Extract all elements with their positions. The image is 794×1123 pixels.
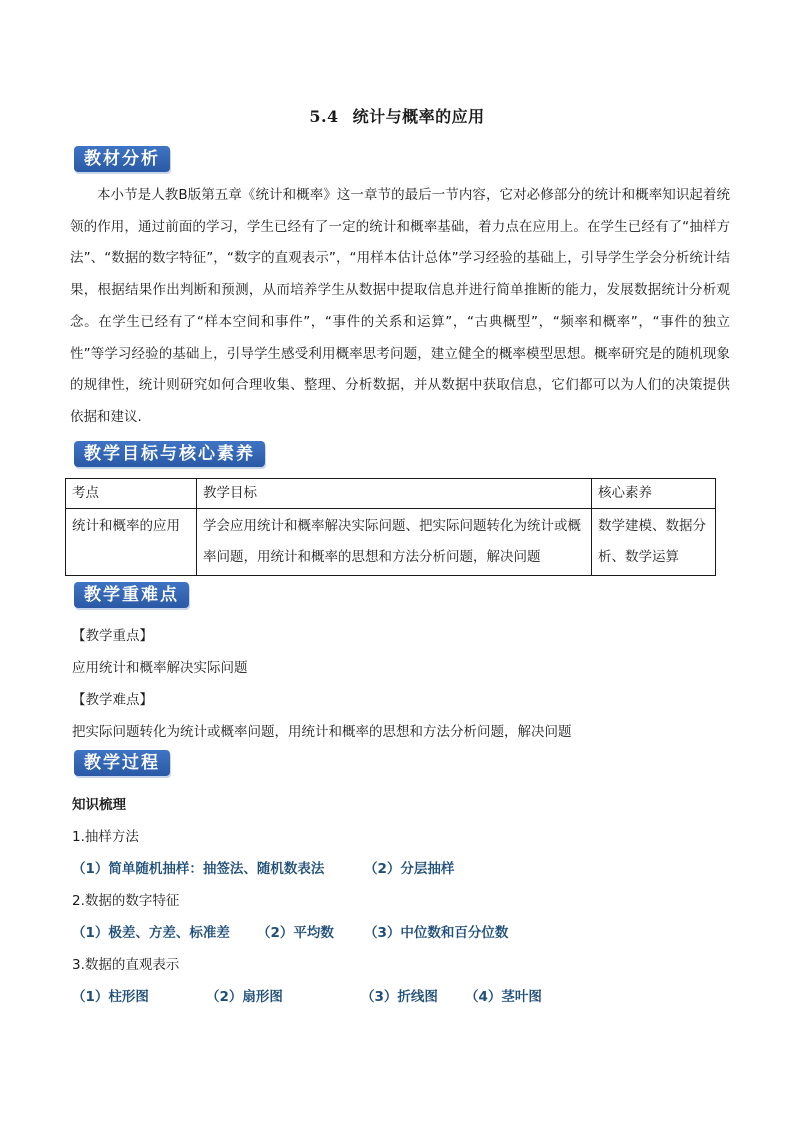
section-badge-process: 教学过程 [74, 750, 170, 776]
analysis-paragraph: 本小节是人教B版第五章《统计和概率》这一章节的最后一节内容，它对必修部分的统计和概率知识起着统领的作用，通过前面的学习，学生已经有了一定的统计和概率基础，着力点在应用上。在学生已经有了“抽样方法”、“数据的数字特征”，“数字的直观表示”，“用样本估计总体”学习经验的基础上，引导学生学会分析统计结果，根据结果作出判断和预测，从而培养学生从数据中提取信息并进行简单推断的能力，发展数据统计分析观念。在学生已经有了“样本空间和事件”，“事件的关系和运算”，“古典概型”，“频率和概率”，“事件的独立性”等学习经验的基础上，引导学生感受利用概率思考问题，建立健全的概率模型思想。概率研究是的随机现象的规律性，统计则研究如何合理收集、整理、分析数据，并从数据中获取信息，它们都可以为人们的决策提供依据和建议. [70, 187, 730, 425]
knowledge-item: （2）分层抽样 [364, 861, 455, 877]
knowledge-item: （1）简单随机抽样：抽签法、随机数表法 [72, 861, 325, 877]
knowledge-heading-sampling: 1.抽样方法 [72, 829, 139, 845]
table-header-row [66, 479, 716, 509]
knowledge-heading-visual: 3.数据的直观表示 [72, 957, 180, 973]
section-badge-analysis: 教材分析 [74, 146, 170, 172]
goals-table [65, 478, 716, 576]
knowledge-item: （2）平均数 [257, 925, 334, 941]
table-header-cell: 考点 [66, 479, 197, 509]
section-number: 5.4 [309, 107, 339, 126]
knowledge-heading-features: 2.数据的数字特征 [72, 893, 180, 909]
knowledge-items-sampling [72, 857, 454, 877]
table-cell: 数学建模、数据分析、数学运算 [592, 509, 716, 576]
difficult-point-text: 把实际问题转化为统计或概率问题，用统计和概率的思想和方法分析问题，解决问题 [72, 724, 572, 740]
knowledge-items-visual [72, 985, 542, 1005]
knowledge-heading: 知识梳理 [72, 797, 126, 813]
knowledge-item: （3）折线图 [361, 989, 438, 1005]
knowledge-item: （1）柱形图 [72, 989, 149, 1005]
knowledge-items-features [72, 921, 508, 941]
table-cell: 学会应用统计和概率解决实际问题、把实际问题转化为统计或概率问题，用统计和概率的思想和方法分析问题，解决问题 [197, 509, 592, 576]
page-title [0, 104, 794, 127]
key-point-text: 应用统计和概率解决实际问题 [72, 660, 248, 676]
knowledge-item: （1）极差、方差、标准差 [72, 925, 230, 941]
knowledge-item: （2）扇形图 [206, 989, 283, 1005]
section-title: 统计与概率的应用 [352, 107, 485, 126]
knowledge-item: （3）中位数和百分位数 [364, 925, 509, 941]
section-badge-key-points: 教学重难点 [74, 582, 189, 608]
section-badge-goals: 教学目标与核心素养 [74, 441, 265, 467]
key-point-label: 【教学重点】 [72, 628, 153, 644]
table-cell: 统计和概率的应用 [66, 509, 197, 576]
table-header-cell: 核心素养 [592, 479, 716, 509]
table-row [66, 509, 716, 576]
difficult-point-label: 【教学难点】 [72, 692, 153, 708]
table-header-cell: 教学目标 [197, 479, 592, 509]
knowledge-item: （4）茎叶图 [465, 989, 542, 1005]
